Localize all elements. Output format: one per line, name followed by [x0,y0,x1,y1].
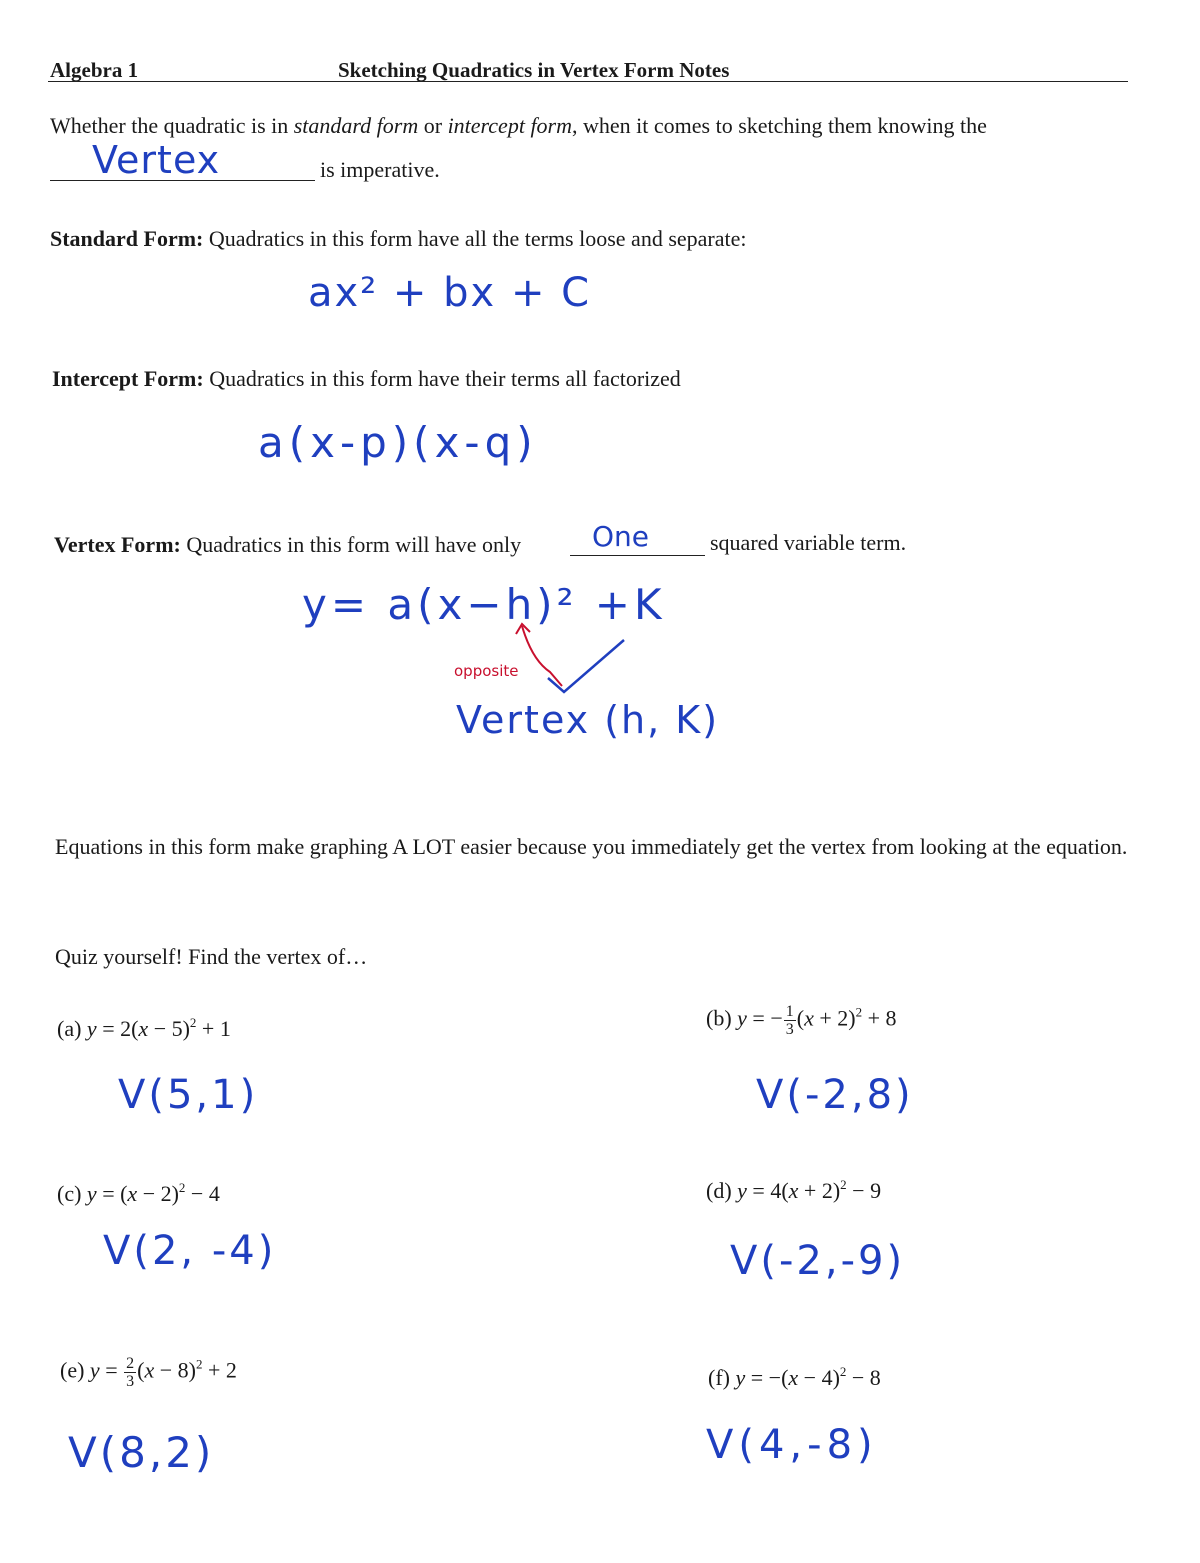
problem-b-equation: (b) y = − $\frac{1}{3}$ $(x + 2)^2 + 8$ [706,1003,897,1038]
vertex-form-text: Quadratics in this form will have only [180,532,522,557]
intercept-form-line [52,366,681,392]
standard-form-text: Quadratics in this form have all the terms loose and separate: [203,226,747,251]
intro-text-2: or [418,113,448,138]
intercept-form-handwritten: a(x-p)(x-q) [258,418,538,467]
problem-f-equation: (f) $y = -(x - 4)^2 - 8$ [708,1364,881,1390]
intro-line-1 [50,113,1150,139]
intercept-form-label: Intercept Form: [52,366,204,391]
vertex-form-blank-answer: One [592,520,650,553]
problem-b-label: (b) [706,1005,732,1031]
explanation-text: Equations in this form make graphing A LOT easier because you immediately get the vertex from looking at the equation. [55,834,1128,859]
vertex-form-vertex: Vertex (h, K) [456,698,720,742]
vertex-form-label: Vertex Form: [54,532,181,557]
red-arrow-icon [522,626,562,686]
quiz-prompt: Quiz yourself! Find the vertex of… [55,944,368,969]
vertex-form-line [54,532,521,558]
page-title: Sketching Quadratics in Vertex Form Notes [338,58,730,82]
intro-line-2: is imperative. [320,157,440,182]
intro-italic-intercept: intercept form [447,113,572,138]
problem-e-label: (e) [60,1357,85,1383]
problem-c-answer: V(2, -4) [103,1228,277,1274]
problem-e-equation: (e) y = $\frac{2}{3}$ $(x - 8)^2 + 2$ [60,1355,237,1390]
problem-a-answer: V(5,1) [118,1072,259,1118]
problem-d-equation: (d) $y = 4(x + 2)^2 - 9$ [706,1177,882,1203]
intro-text-1: Whether the quadratic is in [50,113,294,138]
standard-form-label: Standard Form: [50,226,204,251]
standard-form-handwritten: ax² + bx + C [308,270,592,316]
problem-f-label: (f) [708,1365,730,1390]
problem-f-answer: V(4,-8) [706,1422,878,1468]
annotation-opposite: opposite [454,662,519,680]
problem-a-label: (a) [57,1016,82,1041]
vertex-form-equation: y= a(x−h)² +K [302,580,666,629]
header-rule [48,81,1128,82]
vertex-form-text-after: squared variable term. [710,530,907,555]
problem-c-label: (c) [57,1181,82,1206]
intro-text-3: , when it comes to sketching them knowing the [572,113,987,138]
intercept-form-text: Quadratics in this form have their terms all factorized [203,366,681,391]
problem-c-equation: (c) $y = (x - 2)^2 - 4$ [57,1180,220,1206]
annotation-arrows [440,620,640,700]
problem-d-answer: V(-2,-9) [730,1238,906,1284]
standard-form-line [50,226,747,252]
problem-a-equation: (a) $y = 2(x - 5)^2 + 1$ [57,1015,231,1041]
course-name: Algebra 1 [50,58,139,82]
intro-italic-standard: standard form [293,113,419,138]
problem-d-label: (d) [706,1178,732,1203]
problem-e-answer: V(8,2) [68,1428,215,1477]
problem-b-answer: V(-2,8) [756,1072,914,1118]
vertex-form-blank [570,555,705,556]
intro-blank-answer: Vertex [92,138,221,182]
